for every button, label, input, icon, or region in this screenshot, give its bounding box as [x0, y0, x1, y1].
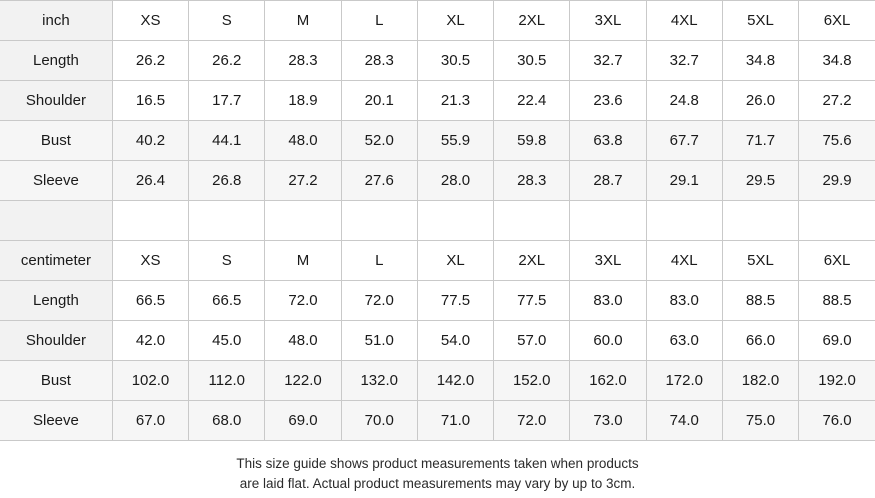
size-header-2xl: 2XL: [494, 241, 570, 281]
row-label-shoulder-inch: Shoulder: [0, 81, 112, 121]
cell: 132.0: [341, 361, 417, 401]
spacer-cell: [189, 201, 265, 241]
size-header-xs: XS: [112, 241, 188, 281]
size-header-xl: XL: [417, 1, 493, 41]
unit-label-centimeter: centimeter: [0, 241, 112, 281]
cell: 142.0: [417, 361, 493, 401]
size-header-s: S: [189, 241, 265, 281]
cell: 27.2: [265, 161, 341, 201]
spacer-cell: [494, 201, 570, 241]
cell: 26.4: [112, 161, 188, 201]
cell: 17.7: [189, 81, 265, 121]
size-guide-note: [0, 441, 875, 493]
cell: 30.5: [417, 41, 493, 81]
spacer-cell: [799, 201, 875, 241]
table-header-row-inch: [0, 1, 875, 41]
cell: 122.0: [265, 361, 341, 401]
cell: 152.0: [494, 361, 570, 401]
cell: 63.0: [646, 321, 722, 361]
cell: 28.7: [570, 161, 646, 201]
spacer-cell: [341, 201, 417, 241]
cell: 27.2: [799, 81, 875, 121]
cell: 28.3: [265, 41, 341, 81]
cell: 60.0: [570, 321, 646, 361]
cell: 18.9: [265, 81, 341, 121]
size-header-2xl: 2XL: [494, 1, 570, 41]
size-header-s: S: [189, 1, 265, 41]
cell: 83.0: [646, 281, 722, 321]
cell: 24.8: [646, 81, 722, 121]
spacer-cell: [646, 201, 722, 241]
table-row: [0, 161, 875, 201]
cell: 192.0: [799, 361, 875, 401]
size-header-4xl: 4XL: [646, 1, 722, 41]
cell: 77.5: [494, 281, 570, 321]
cell: 70.0: [341, 401, 417, 441]
cell: 72.0: [341, 281, 417, 321]
cell: 42.0: [112, 321, 188, 361]
cell: 75.0: [722, 401, 798, 441]
cell: 29.9: [799, 161, 875, 201]
cell: 51.0: [341, 321, 417, 361]
cell: 71.0: [417, 401, 493, 441]
table-row: [0, 361, 875, 401]
cell: 29.5: [722, 161, 798, 201]
cell: 52.0: [341, 121, 417, 161]
cell: 45.0: [189, 321, 265, 361]
cell: 73.0: [570, 401, 646, 441]
row-label-shoulder-cm: Shoulder: [0, 321, 112, 361]
cell: 172.0: [646, 361, 722, 401]
cell: 54.0: [417, 321, 493, 361]
size-header-xs: XS: [112, 1, 188, 41]
size-header-3xl: 3XL: [570, 1, 646, 41]
size-header-3xl: 3XL: [570, 241, 646, 281]
table-row: [0, 41, 875, 81]
row-label-sleeve-cm: Sleeve: [0, 401, 112, 441]
cell: 66.0: [722, 321, 798, 361]
cell: 57.0: [494, 321, 570, 361]
cell: 66.5: [112, 281, 188, 321]
table-row: [0, 81, 875, 121]
table-row: [0, 321, 875, 361]
unit-label-inch: inch: [0, 1, 112, 41]
cell: 28.3: [494, 161, 570, 201]
size-header-6xl: 6XL: [799, 241, 875, 281]
size-header-xl: XL: [417, 241, 493, 281]
cell: 72.0: [265, 281, 341, 321]
cell: 20.1: [341, 81, 417, 121]
cell: 32.7: [570, 41, 646, 81]
cell: 112.0: [189, 361, 265, 401]
cell: 48.0: [265, 121, 341, 161]
cell: 21.3: [417, 81, 493, 121]
cell: 67.7: [646, 121, 722, 161]
spacer-unit-cell: [0, 201, 112, 241]
cell: 182.0: [722, 361, 798, 401]
cell: 28.0: [417, 161, 493, 201]
note-line-1: This size guide shows product measurements taken when products: [236, 456, 639, 471]
cell: 32.7: [646, 41, 722, 81]
cell: 26.2: [112, 41, 188, 81]
spacer-cell: [722, 201, 798, 241]
cell: 69.0: [799, 321, 875, 361]
spacer-cell: [570, 201, 646, 241]
cell: 88.5: [722, 281, 798, 321]
size-header-5xl: 5XL: [722, 241, 798, 281]
cell: 23.6: [570, 81, 646, 121]
cell: 48.0: [265, 321, 341, 361]
cell: 34.8: [722, 41, 798, 81]
size-header-m: M: [265, 241, 341, 281]
table-spacer-row: [0, 201, 875, 241]
spacer-cell: [417, 201, 493, 241]
cell: 16.5: [112, 81, 188, 121]
cell: 40.2: [112, 121, 188, 161]
cell: 88.5: [799, 281, 875, 321]
size-header-m: M: [265, 1, 341, 41]
table-row: [0, 281, 875, 321]
note-line-2: are laid flat. Actual product measurements may vary by up to 3cm.: [239, 475, 636, 491]
cell: 77.5: [417, 281, 493, 321]
size-header-5xl: 5XL: [722, 1, 798, 41]
cell: 26.8: [189, 161, 265, 201]
table-row: [0, 401, 875, 441]
cell: 26.0: [722, 81, 798, 121]
table-header-row-cm: [0, 241, 875, 281]
cell: 72.0: [494, 401, 570, 441]
size-header-6xl: 6XL: [799, 1, 875, 41]
cell: 75.6: [799, 121, 875, 161]
cell: 68.0: [189, 401, 265, 441]
cell: 22.4: [494, 81, 570, 121]
size-header-4xl: 4XL: [646, 241, 722, 281]
table-row: [0, 121, 875, 161]
cell: 55.9: [417, 121, 493, 161]
cell: 83.0: [570, 281, 646, 321]
cell: 71.7: [722, 121, 798, 161]
cell: 102.0: [112, 361, 188, 401]
row-label-bust-cm: Bust: [0, 361, 112, 401]
cell: 59.8: [494, 121, 570, 161]
cell: 28.3: [341, 41, 417, 81]
spacer-cell: [265, 201, 341, 241]
row-label-length-inch: Length: [0, 41, 112, 81]
row-label-bust-inch: Bust: [0, 121, 112, 161]
cell: 44.1: [189, 121, 265, 161]
row-label-length-cm: Length: [0, 281, 112, 321]
cell: 74.0: [646, 401, 722, 441]
row-label-sleeve-inch: Sleeve: [0, 161, 112, 201]
cell: 30.5: [494, 41, 570, 81]
spacer-cell: [112, 201, 188, 241]
cell: 69.0: [265, 401, 341, 441]
cell: 67.0: [112, 401, 188, 441]
size-header-l: L: [341, 241, 417, 281]
size-header-l: L: [341, 1, 417, 41]
cell: 76.0: [799, 401, 875, 441]
cell: 63.8: [570, 121, 646, 161]
cell: 29.1: [646, 161, 722, 201]
cell: 66.5: [189, 281, 265, 321]
cell: 34.8: [799, 41, 875, 81]
cell: 162.0: [570, 361, 646, 401]
cell: 26.2: [189, 41, 265, 81]
cell: 27.6: [341, 161, 417, 201]
